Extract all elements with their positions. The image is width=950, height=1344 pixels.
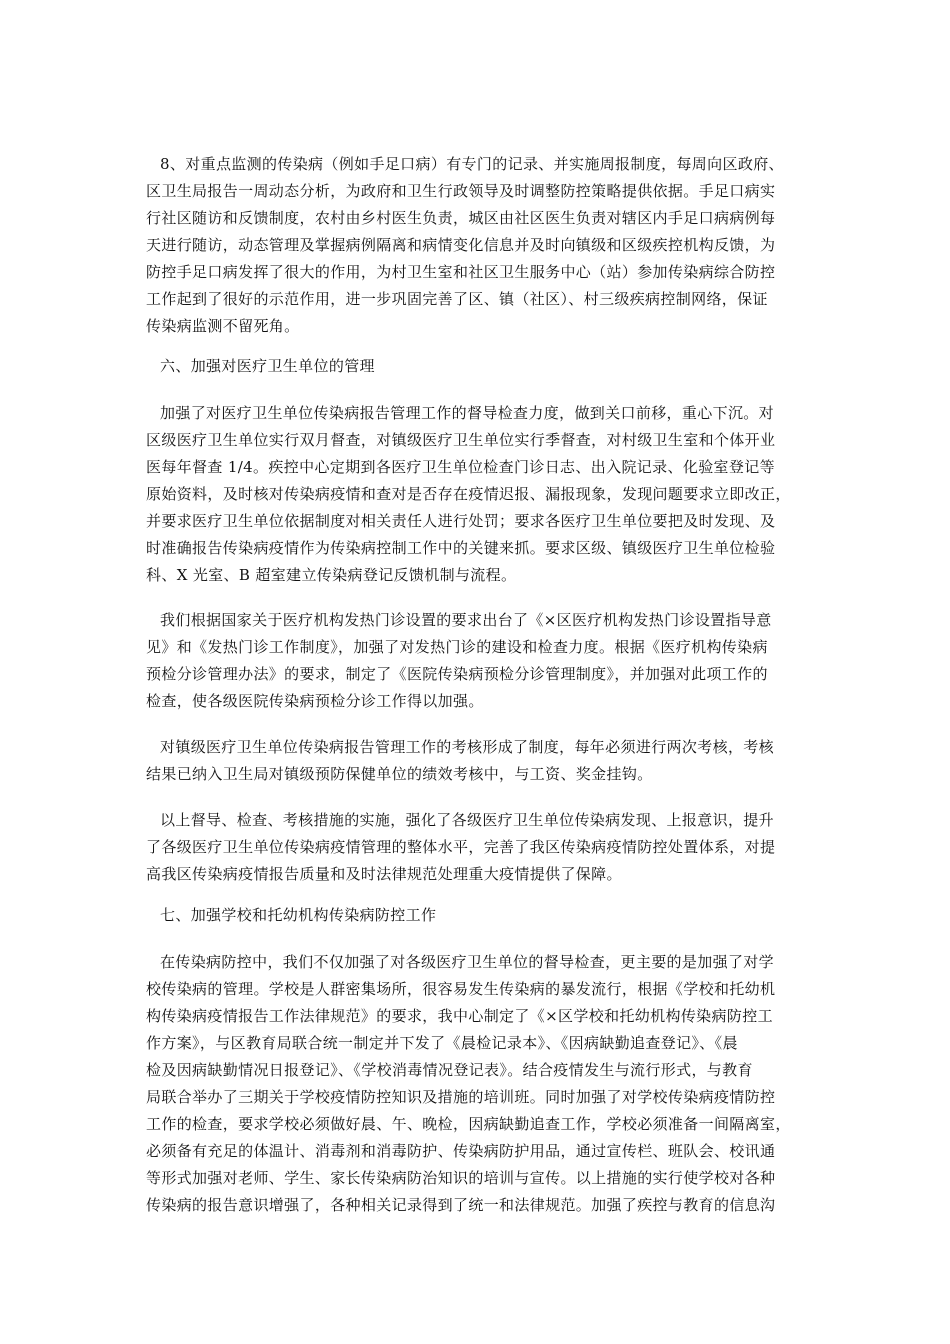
text-line: 医每年督查 1/4。疾控中心定期到各医疗卫生单位检查门诊日志、出入院记录、化验室登记等: [146, 458, 775, 476]
text-line: 构传染病疫情报告工作法律规范》的要求，我中心制定了《×区学校和托幼机构传染病防控工: [146, 1007, 773, 1025]
text-line: 我们根据国家关于医疗机构发热门诊设置的要求出台了《×区医疗机构发热门诊设置指导意: [160, 611, 772, 629]
text-line: 传染病监测不留死角。: [146, 317, 300, 335]
text-line: 工作的检查，要求学校必须做好晨、午、晚检，因病缺勤追查工作，学校必须准备一间隔离室，: [146, 1115, 791, 1133]
text-line: 对镇级医疗卫生单位传染病报告管理工作的考核形成了制度，每年必须进行两次考核，考核: [160, 738, 775, 756]
text-line: 结果已纳入卫生局对镇级预防保健单位的绩效考核中，与工资、奖金挂钩。: [146, 765, 653, 783]
text-line: 加强了对医疗卫生单位传染病报告管理工作的督导检查力度，做到关口前移，重心下沉。对: [160, 404, 775, 422]
text-line: 时准确报告传染病疫情作为传染病控制工作中的关键来抓。要求区级、镇级医疗卫生单位检验: [146, 539, 776, 557]
text-line: 检及因病缺勤情况日报登记》、《学校消毒情况登记表》。结合疫情发生与流行形式，与教育: [146, 1061, 753, 1079]
text-line: 天进行随访，动态管理及掌握病例隔离和病情变化信息并及时向镇级和区级疾控机构反馈，为: [146, 236, 776, 254]
text-line: 工作起到了很好的示范作用，进一步巩固完善了区、镇（社区）、村三级疾病控制网络，保证: [146, 290, 768, 308]
text-line: 作方案》，与区教育局联合统一制定并下发了《晨检记录本》、《因病缺勤追查登记》、《晨: [146, 1034, 738, 1052]
text-line: 原始资料，及时核对传染病疫情和查对是否存在疫情迟报、漏报现象，发现问题要求立即改正，: [146, 485, 791, 503]
text-line: 了各级医疗卫生单位传染病疫情管理的整体水平，完善了我区传染病疫情防控处置体系，对提: [146, 838, 776, 856]
text-line: 高我区传染病疫情报告质量和及时法律规范处理重大疫情提供了保障。: [146, 865, 622, 883]
text-line: 并要求医疗卫生单位依据制度对相关责任人进行处罚；要求各医疗卫生单位要把及时发现、及: [146, 512, 776, 530]
text-line: 防控手足口病发挥了很大的作用，为村卫生室和社区卫生服务中心（站）参加传染病综合防控: [146, 263, 776, 281]
text-line: 预检分诊管理办法》的要求，制定了《医院传染病预检分诊管理制度》，并加强对此项工作的: [146, 665, 768, 683]
text-line: 必须备有充足的体温计、消毒剂和消毒防护、传染病防护用品，通过宣传栏、班队会、校讯通: [146, 1142, 776, 1160]
text-line: 检查，使各级医院传染病预检分诊工作得以加强。: [146, 692, 484, 710]
text-line: 传染病的报告意识增强了，各种相关记录得到了统一和法律规范。加强了疾控与教育的信息沟: [146, 1196, 776, 1214]
text-line: 见》和《发热门诊工作制度》，加强了对发热门诊的建设和检查力度。根据《医疗机构传染病: [146, 638, 768, 656]
text-line: 区级医疗卫生单位实行双月督查，对镇级医疗卫生单位实行季督查，对村级卫生室和个体开业: [146, 431, 776, 449]
text-line: 科、X 光室、B 超室建立传染病登记反馈机制与流程。: [146, 566, 517, 584]
text-line: 行社区随访和反馈制度，农村由乡村医生负责，城区由社区医生负责对辖区内手足口病病例每: [146, 209, 776, 227]
text-line: 区卫生局报告一周动态分析，为政府和卫生行政领导及时调整防控策略提供依据。手足口病实: [146, 182, 776, 200]
text-line: 等形式加强对老师、学生、家长传染病防治知识的培训与宣传。以上措施的实行使学校对各种: [146, 1169, 776, 1187]
text-line: 8、对重点监测的传染病（例如手足口病）有专门的记录、并实施周报制度，每周向区政府、: [160, 155, 784, 173]
text-line: 在传染病防控中，我们不仅加强了对各级医疗卫生单位的督导检查，更主要的是加强了对学: [160, 953, 775, 971]
section-heading: 七、加强学校和托幼机构传染病防控工作: [160, 906, 437, 924]
text-line: 局联合举办了三期关于学校疫情防控知识及措施的培训班。同时加强了对学校传染病疫情防控: [146, 1088, 776, 1106]
text-line: 校传染病的管理。学校是人群密集场所，很容易发生传染病的暴发流行，根据《学校和托幼机: [146, 980, 776, 998]
section-heading: 六、加强对医疗卫生单位的管理: [160, 357, 375, 375]
text-line: 以上督导、检查、考核措施的实施，强化了各级医疗卫生单位传染病发现、上报意识，提升: [160, 811, 775, 829]
